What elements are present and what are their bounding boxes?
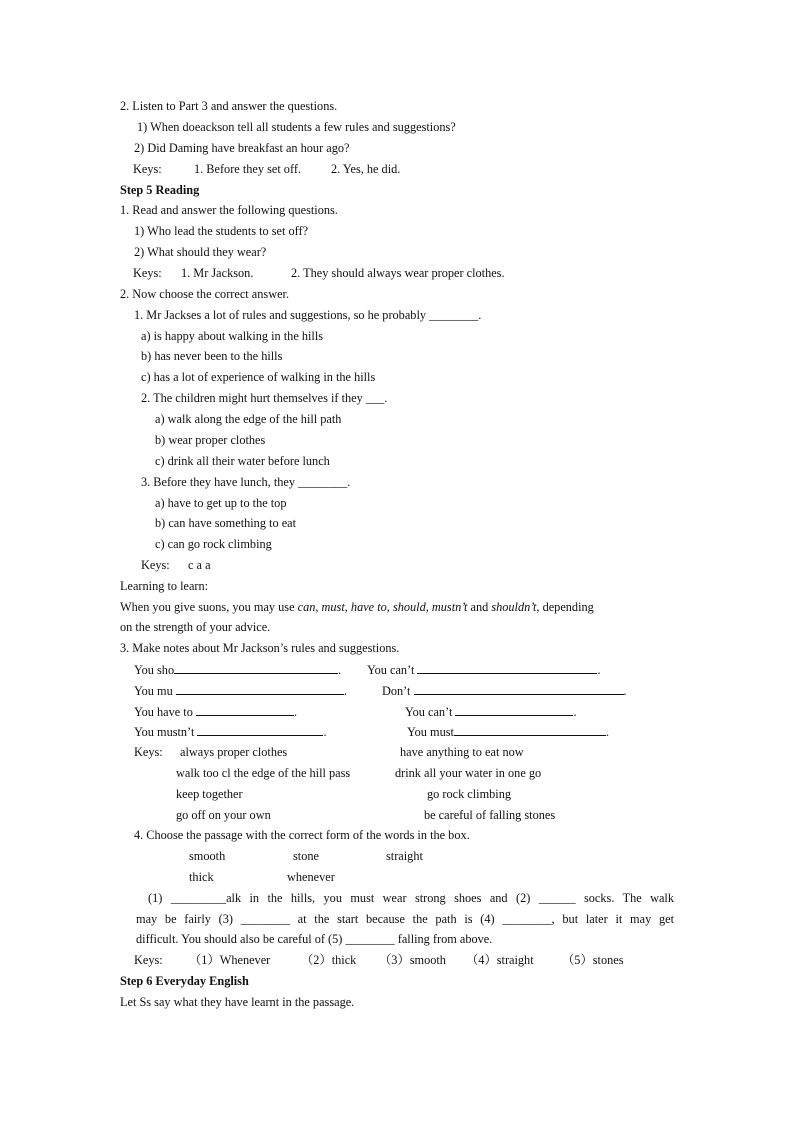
passage-keys-row: Keys: （1）Whenever （2）thick （3）smooth （4）straight （5）stones: [134, 953, 624, 967]
keys-label: Keys:: [133, 266, 162, 280]
read-key-2: 2. They should always wear proper clothes.: [291, 266, 505, 280]
learning-paragraph-line-1: When you give suons, you may use can, must, have to, should, mustn’t and shouldn’t, depending: [120, 600, 594, 614]
notes-keys-row-1: Keys: always proper clothes have anything to eat now: [134, 745, 524, 759]
notes-keys-row-2: walk too cl the edge of the hill pass drink all your water in one go: [176, 766, 542, 780]
choice-3b: b) can have something to eat: [155, 516, 297, 530]
answer-blank[interactable]: [196, 704, 294, 716]
modal-can: can: [297, 600, 316, 614]
modal-should: should: [392, 600, 426, 614]
choice-keys: c a a: [188, 558, 211, 572]
box-word: thick: [189, 870, 214, 884]
listen-key-1: 1. Before they set off.: [194, 162, 301, 176]
listen-question-2: 2) Did Daming have breakfast an hour ago?: [134, 141, 350, 155]
choice-question-3: 3. Before they have lunch, they ________.: [141, 475, 351, 489]
keys-label: Keys:: [134, 953, 163, 967]
passage-line-3: difficult. You should also be careful of (5) ________ falling from above.: [136, 932, 493, 946]
listen-heading: 2. Listen to Part 3 and answer the questions.: [120, 99, 338, 113]
passage-line-2: may be fairly (3) ________ at the start because the path is (4) ________, but later it may get: [136, 912, 674, 926]
answer-blank[interactable]: [176, 683, 344, 695]
keys-label: Keys:: [134, 745, 163, 759]
read-question-2: 2) What should they wear?: [134, 245, 267, 259]
notes-row-4: You mustn’t . You must .: [134, 725, 610, 739]
choice-2c: c) drink all their water before lunch: [155, 454, 330, 468]
step6-title: Step 6 Everyday English: [120, 974, 249, 988]
modal-shouldnt: shouldn’t: [491, 600, 537, 614]
answer-blank[interactable]: [414, 683, 624, 695]
choice-2b: b) wear proper clothes: [155, 433, 266, 447]
choice-1b: b) has never been to the hills: [141, 349, 283, 363]
answer-blank[interactable]: [417, 662, 597, 674]
learning-paragraph-line-2: on the strength of your advice.: [120, 620, 271, 634]
choice-question-1: 1. Mr Jackses a lot of rules and suggestions, so he probably ________.: [134, 308, 482, 322]
modal-must: must: [321, 600, 345, 614]
choice-2a: a) walk along the edge of the hill path: [155, 412, 342, 426]
keys-label: Keys:: [141, 558, 170, 572]
passage-heading: 4. Choose the passage with the correct form of the words in the box.: [134, 828, 470, 842]
modal-mustnt: mustn’t: [431, 600, 468, 614]
answer-blank[interactable]: [174, 662, 338, 674]
choice-3c: c) can go rock climbing: [155, 537, 272, 551]
passage-line-1: (1) _________alk in the hills, you must wear strong shoes and (2) ______ socks. The walk: [148, 891, 674, 905]
box-word: stone: [293, 849, 319, 863]
learning-title: Learning to learn:: [120, 579, 209, 593]
read-heading: 1. Read and answer the following questions.: [120, 203, 338, 217]
choice-1c: c) has a lot of experience of walking in the hills: [141, 370, 376, 384]
notes-keys-row-4: go off on your own be careful of falling stones: [176, 808, 556, 822]
choice-3a: a) have to get up to the top: [155, 496, 287, 510]
word-box-row-1: [189, 849, 423, 863]
notes-heading: 3. Make notes about Mr Jackson’s rules and suggestions.: [120, 641, 400, 655]
answer-blank[interactable]: [454, 724, 606, 736]
choice-question-2: 2. The children might hurt themselves if they ___.: [141, 391, 388, 405]
listen-question-1: 1) When doeackson tell all students a few rules and suggestions?: [137, 120, 456, 134]
notes-row-2: You mu . Don’t .: [134, 684, 627, 698]
modal-have-to: have to: [350, 600, 387, 614]
box-word: whenever: [287, 870, 335, 884]
listen-keys-row: [133, 162, 401, 176]
choice-keys-row: [141, 558, 211, 572]
keys-label: Keys:: [133, 162, 162, 176]
notes-row-3: You have to . You can’t .: [134, 705, 577, 719]
box-word: smooth: [189, 849, 226, 863]
notes-row-1: You sho . You can’t .: [134, 663, 601, 677]
notes-keys-row-3: keep together go rock climbing: [176, 787, 512, 801]
step5-title: Step 5 Reading: [120, 183, 200, 197]
answer-blank[interactable]: [197, 724, 323, 736]
read-keys-row: [133, 266, 505, 280]
read-key-1: 1. Mr Jackson.: [181, 266, 254, 280]
answer-blank[interactable]: [455, 704, 573, 716]
listen-key-2: 2. Yes, he did.: [331, 162, 401, 176]
box-word: straight: [386, 849, 423, 863]
choice-1a: a) is happy about walking in the hills: [141, 329, 324, 343]
word-box-row-2: [189, 870, 335, 884]
choose-heading: 2. Now choose the correct answer.: [120, 287, 290, 301]
step6-line: Let Ss say what they have learnt in the passage.: [120, 995, 355, 1009]
read-question-1: 1) Who lead the students to set off?: [134, 224, 309, 238]
